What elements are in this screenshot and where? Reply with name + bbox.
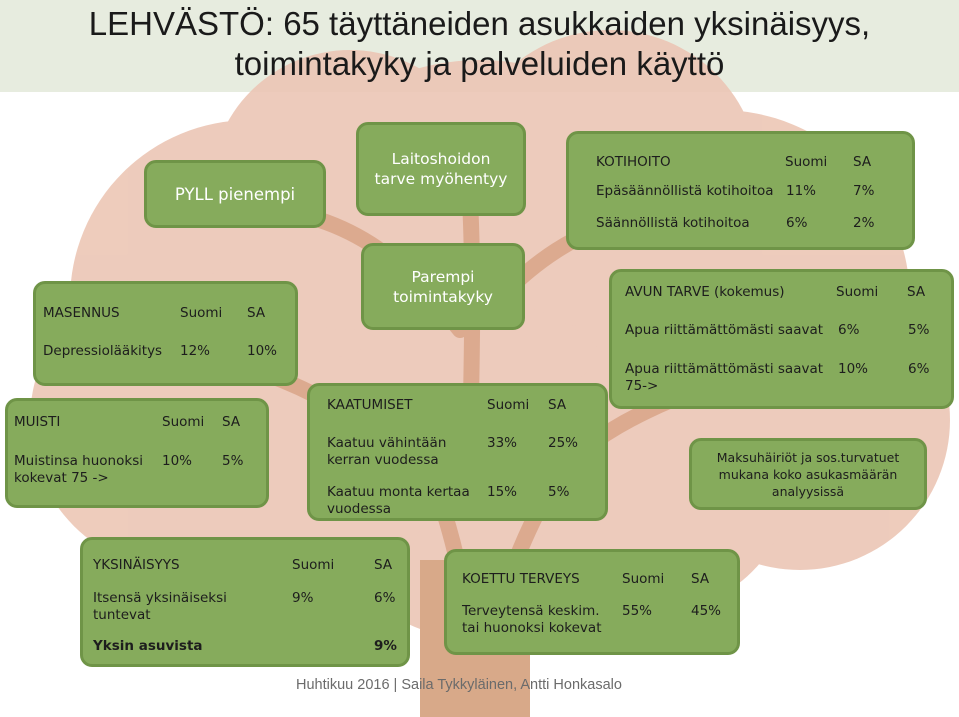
koettu-terveys-row1-label-cont: tai huonoksi kokevat bbox=[462, 620, 602, 636]
koettu-terveys-row1-label: Terveytensä keskim. bbox=[462, 603, 600, 619]
avun-tarve-row2-label: Apua riittämättömästi saavat bbox=[625, 361, 824, 377]
koettu-terveys-row1-suomi: 55% bbox=[622, 603, 653, 619]
maksuhairiot-box bbox=[689, 438, 927, 510]
avun-tarve-row2-sa: 6% bbox=[908, 361, 930, 377]
yksinaisyys-suomi-header: Suomi bbox=[292, 557, 335, 573]
yksinaisyys-title: YKSINÄISYYS bbox=[93, 557, 180, 573]
avun-tarve-row2-suomi: 10% bbox=[838, 361, 869, 377]
kotihoito-row2-sa: 2% bbox=[853, 215, 875, 231]
kaatumiset-sa-header: SA bbox=[548, 397, 567, 413]
avun-tarve-row1-label: Apua riittämättömästi saavat bbox=[625, 322, 824, 338]
laitoshoito-line1: Laitoshoidon bbox=[391, 150, 491, 168]
yksinaisyys-row1-label-cont: tuntevat bbox=[93, 607, 151, 623]
maksuhairiot-line1: Maksuhäiriöt ja sos.turvatuet bbox=[716, 449, 900, 465]
kotihoito-box bbox=[566, 131, 915, 250]
koettu-terveys-suomi-header: Suomi bbox=[622, 571, 665, 587]
kaatumiset-row1-suomi: 33% bbox=[487, 435, 518, 451]
pyll-label: PYLL pienempi bbox=[174, 184, 296, 204]
muisti-row1-suomi: 10% bbox=[162, 453, 193, 469]
kaatumiset-box bbox=[307, 383, 608, 521]
kotihoito-row2-label: Säännöllistä kotihoitoa bbox=[596, 215, 750, 231]
koettu-terveys-row1-sa: 45% bbox=[691, 603, 722, 619]
maksuhairiot-line3: analyysissä bbox=[771, 483, 845, 499]
masennus-row1-suomi: 12% bbox=[180, 343, 211, 359]
kotihoito-suomi-header: Suomi bbox=[785, 154, 828, 170]
pyll-box bbox=[144, 160, 326, 228]
masennus-suomi-header: Suomi bbox=[180, 305, 223, 321]
kotihoito-row1-label: Epäsäännöllistä kotihoitoa bbox=[596, 183, 774, 199]
yksinaisyys-row1-sa: 6% bbox=[374, 590, 396, 606]
koettu-terveys-box bbox=[444, 549, 740, 655]
masennus-sa-header: SA bbox=[247, 305, 266, 321]
kotihoito-row2-suomi: 6% bbox=[786, 215, 808, 231]
avun-tarve-sa-header: SA bbox=[907, 284, 926, 300]
parempi-toimintakyky-box bbox=[361, 243, 525, 330]
yksinaisyys-row2-sa: 9% bbox=[374, 638, 397, 654]
kaatumiset-row2-sa: 5% bbox=[548, 484, 570, 500]
masennus-row1-sa: 10% bbox=[247, 343, 278, 359]
muisti-sa-header: SA bbox=[222, 414, 241, 430]
avun-tarve-suomi-header: Suomi bbox=[836, 284, 879, 300]
yksinaisyys-sa-header: SA bbox=[374, 557, 393, 573]
avun-tarve-title: AVUN TARVE (kokemus) bbox=[625, 284, 785, 300]
kaatumiset-row1-label: Kaatuu vähintään bbox=[327, 435, 447, 451]
muisti-row1-sa: 5% bbox=[222, 453, 244, 469]
kaatumiset-title: KAATUMISET bbox=[327, 397, 413, 413]
avun-tarve-row2-label-cont: 75-> bbox=[625, 378, 659, 394]
footer-credit: Huhtikuu 2016 | Saila Tykkyläinen, Antti Honkasalo bbox=[296, 677, 622, 693]
yksinaisyys-row2-label: Yksin asuvista bbox=[93, 638, 203, 654]
parempi-line1: Parempi bbox=[411, 267, 475, 286]
kotihoito-row1-suomi: 11% bbox=[786, 183, 817, 199]
kotihoito-title: KOTIHOITO bbox=[596, 154, 671, 170]
koettu-terveys-sa-header: SA bbox=[691, 571, 710, 587]
kaatumiset-row2-suomi: 15% bbox=[487, 484, 518, 500]
kaatumiset-row2-label: Kaatuu monta kertaa bbox=[327, 484, 470, 500]
muisti-row1-label: Muistinsa huonoksi bbox=[14, 453, 143, 469]
masennus-box bbox=[33, 281, 298, 386]
kaatumiset-row1-sa: 25% bbox=[548, 435, 579, 451]
muisti-suomi-header: Suomi bbox=[162, 414, 205, 430]
kotihoito-row1-sa: 7% bbox=[853, 183, 875, 199]
maksuhairiot-line2: mukana koko asukasmäärän bbox=[718, 466, 898, 482]
muisti-box bbox=[5, 398, 269, 508]
muisti-title: MUISTI bbox=[14, 414, 61, 430]
yksinaisyys-row1-suomi: 9% bbox=[292, 590, 314, 606]
laitoshoito-line2: tarve myöhentyy bbox=[374, 170, 508, 188]
kaatumiset-row1-label-cont: kerran vuodessa bbox=[327, 452, 439, 468]
koettu-terveys-title: KOETTU TERVEYS bbox=[462, 571, 580, 587]
kaatumiset-suomi-header: Suomi bbox=[487, 397, 530, 413]
avun-tarve-row1-suomi: 6% bbox=[838, 322, 860, 338]
parempi-line2: toimintakyky bbox=[393, 287, 493, 306]
kotihoito-sa-header: SA bbox=[853, 154, 872, 170]
muisti-row1-label-cont: kokevat 75 -> bbox=[14, 470, 109, 486]
avun-tarve-row1-sa: 5% bbox=[908, 322, 930, 338]
kaatumiset-row2-label-cont: vuodessa bbox=[327, 501, 392, 517]
yksinaisyys-box bbox=[80, 537, 410, 667]
laitoshoito-box bbox=[356, 122, 526, 216]
avun-tarve-box bbox=[609, 269, 954, 409]
masennus-row1-label: Depressiolääkitys bbox=[43, 343, 163, 359]
page-title: LEHVÄSTÖ: 65 täyttäneiden asukkaiden yksinäisyys, toimintakyky ja palveluiden käyttö bbox=[88, 5, 871, 82]
masennus-title: MASENNUS bbox=[43, 305, 120, 321]
yksinaisyys-row1-label: Itsensä yksinäiseksi bbox=[93, 590, 227, 606]
